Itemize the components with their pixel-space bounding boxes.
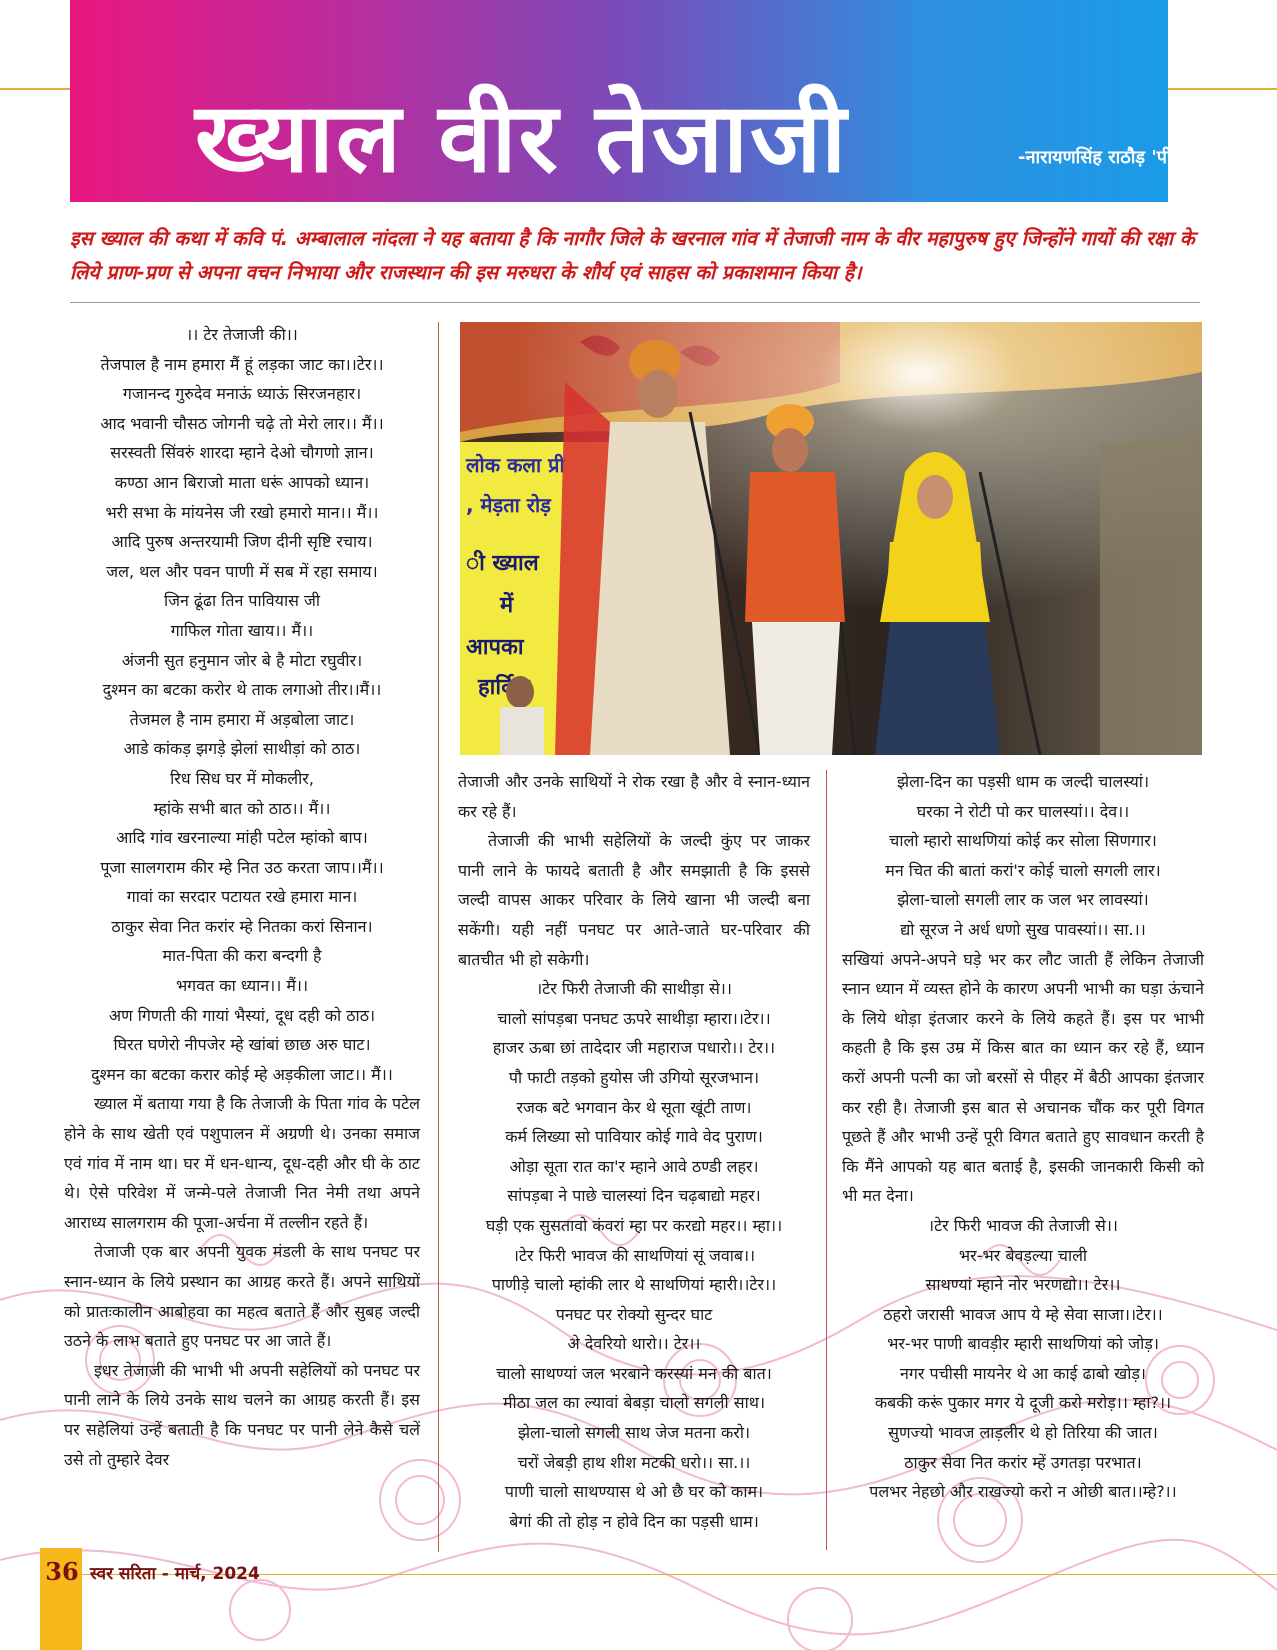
verse-line: आडे कांकड़ झगड़े झेलां साथीड़ां को ठाठ। [123,739,361,759]
verse-line: ठाकुर सेवा नित करांर म्हें उगतड़ा परभात। [904,1452,1142,1472]
verse-line: चालो साथण्यां जल भरबाने करस्यां मन की बात। [496,1363,772,1383]
verse-line: अण गिणती की गायां भैस्यां, दूध दही को ठाठ। [108,1005,376,1025]
prose-paragraph: ख्याल में बताया गया है कि तेजाजी के पिता गांव के पटेल होने के साथ खेती एवं पशुपालन में अग्रणी थे। उनका समाज एवं गांव में नाम था। घर में धन-धान्य, दूध-दही और घी के ठाट थे। ऐसे परिवेश में जन्मे-पले तेजाजी नित नेमी तथा अपने आराध्य सालगराम की पूजा-अर्चना में तल्लीन रहते हैं। [64,1094,420,1232]
verse-line: पौ फाटी तड़को हुयोस जी उगियो सूरजभान। [508,1067,760,1087]
verse-line: द्यो सूरज ने अर्ध धणो सुख पावस्यां।। सा.।। [900,919,1146,939]
column-divider-2 [826,770,827,1550]
verse-line: रिध सिध घर में मोकलीर, [170,768,314,788]
prose-paragraph: तेजाजी और उनके साथियों ने रोक रखा है और वे स्नान-ध्यान कर रहे हैं। [458,772,810,821]
verse-line: पनघट पर रोक्यो सुन्दर घाट [555,1304,713,1324]
verse-line: चरों जेबड़ी हाथ शीश मटकी धरो।। सा.।। [517,1452,751,1472]
header-gold-rule-left [0,88,70,90]
verse-line: कण्ठा आन बिराजो माता धरूं आपको ध्यान। [114,472,370,492]
verse-line: ओड़ा सूता रात का'र म्हाने आवे ठण्डी लहर। [509,1156,759,1176]
text-column-1 [64,320,420,1560]
verse-line: ।टेर फिरी भावज की साथणियां सूं जवाब।। [512,1245,756,1265]
verse-line: नगर पचीसी मायनेर थे आ काई ढाबो खोड़। [900,1363,1146,1383]
verse-line: दुश्मन का बटका करार कोई म्हे अड़कीला जाट।। मैं।। [91,1064,393,1084]
verse-line: घड़ी एक सुसतावो कंवरां म्हा पर करद्यो महर।। म्हा।। [485,1215,783,1235]
verse-line: भर-भर बेवड़ल्या चाली [958,1245,1088,1265]
verse-line: झेला-दिन का पड़सी धाम क जल्दी चालस्यां। [896,772,1150,791]
verse-line: आदि गांव खरनाल्या मांही पटेल म्हांको बाप। [116,828,368,848]
verse-line: अे देवरियो थारो।। टेर।। [567,1334,701,1354]
page-number: 36 [45,1557,79,1586]
verse-line: चालो सांपड़बा पनघट ऊपरे साथीड़ा म्हारा।।टेर।। [497,1008,771,1028]
verse-line: जिन ढूंढा तिन पावियास जी [163,591,321,611]
intro-divider [70,302,1200,303]
verse-line: घिरत घणेरो नीपजेर म्हे खांबां छाछ अरु घाट। [113,1035,371,1055]
verse-line: आद भवानी चौसठ जोगनी चढ़े तो मेरो लार।। मैं।। [100,413,384,433]
verse-line: गाफिल गोता खाय।। मैं।। [170,620,314,640]
verse-line: मीठा जल का ल्यावां बेबड़ा चालो सगली साथ। [502,1393,766,1413]
verse-line: कर्म लिख्या सो पावियार कोई गावे वेद पुराण। [505,1127,763,1147]
header-gold-rule-right [1168,88,1277,90]
verse-line: गजानन्द गुरुदेव मनाऊं ध्याऊं सिरजनहार। [122,384,362,404]
text-column-2 [458,767,810,1547]
verse-line: पलभर नेहछो और राखज्यो करो न ओछी बात।।म्हे?।। [869,1482,1177,1502]
verse-line: पाणीड़े चालो म्हांकी लार थे साथणियां म्हारी।।टेर।। [491,1275,777,1295]
verse-line: ।टेर फिरी तेजाजी की साथीड़ा से।। [536,979,732,999]
verse-line: बेगां की तो होड़ न होवे दिन का पड़सी धाम। [509,1511,759,1531]
article-title: ख्याल वीर तेजाजी [195,82,849,194]
verse-line: म्हांके सभी बात को ठाठ।। मैं।। [153,798,331,818]
verse-line: मात-पिता की करा बन्दगी है [162,946,322,966]
verse-line: दुश्मन का बटका करोर थे ताक लगाओ तीर।।मैं।। [102,680,382,700]
verse-line: तेजमल है नाम हमारा में अड़बोला जाट। [129,709,355,729]
magazine-issue: स्वर सरिता - मार्च, 2024 [90,1564,260,1584]
verse-line: झेला-चालो सगली लार क जल भर लावस्यां। [897,890,1149,910]
verse-line: आदि पुरुष अन्तरयामी जिण दीनी सृष्टि रचाय। [111,532,373,552]
verse-line: जल, थल और पवन पाणी में सब में रहा समाय। [106,561,378,581]
verse-line: सरस्वती सिंवरुं शारदा म्हाने देओ चौगणो ज्ञान। [110,443,374,463]
verse-line: ठाकुर सेवा नित करांर म्हे नितका करां सिनान। [111,916,373,936]
prose-paragraph: तेजाजी की भाभी सहेलियों के जल्दी कुंए पर जाकर पानी लाने के फायदे बताती है और समझाती है कि इससे जल्दी वापस आकर परिवार के लिये खाना भी जल्दी बना सकेंगी। यही नहीं पनघट पर आते-जाते घर-परिवार की बातचीत भी हो सकेगी। [458,831,810,969]
verse-line: अंजनी सुत हनुमान जोर बे है मोटा रघुवीर। [121,650,363,670]
verse-line: गावां का सरदार पटायत रखे हमारा मान। [126,887,358,907]
verse-line: पूजा सालगराम कीर म्हे नित उठ करता जाप।।मैं।। [100,857,384,877]
verse-line: भरी सभा के मांयनेस जी रखो हमारो मान।। मैं।। [105,502,379,522]
verse-line: भगवत का ध्यान।। मैं।। [175,976,309,996]
verse-line: झेला-चालो सगली साथ जेज मतना करो। [517,1423,751,1443]
verse-line: ।। टेर तेजाजी की।। [186,325,298,344]
verse-line: घरका ने रोटी पो कर घालस्यां।। देव।। [916,801,1130,821]
verse-line: ।टेर फिरी भावज की तेजाजी से।। [928,1215,1118,1235]
title-banner [70,0,1203,202]
verse-line: भर-भर पाणी बावड़ीर म्हारी साथणियां को जोड़। [887,1334,1159,1354]
verse-line: तेजपाल है नाम हमारा मैं हूं लड़का जाट का।।टेर।। [100,354,384,374]
verse-line: सुणज्यो भावज लाड़लीर थे हो तिरिया की जात। [888,1423,1158,1443]
column-divider-1 [438,322,439,1552]
prose-paragraph: तेजाजी एक बार अपनी युवक मंडली के साथ पनघट पर स्नान-ध्यान के लिये प्रस्थान का आग्रह करते हैं। अपने साथियों को प्रातःकालीन आबोहवा का महत्व बताते हैं और सुबह जल्दी उठने के लाभ बताते हुए पनघट पर आ जाते हैं। [64,1242,420,1351]
verse-line: रजक बटे भगवान केर थे सूता खूंटी ताण। [516,1097,752,1117]
verse-line: मन चित की बातां करां'र कोई चालो सगली लार। [885,860,1161,880]
verse-line: चालो म्हारो साथणियां कोई कर सोला सिणगार। [889,831,1157,851]
verse-line: साथण्यां म्हाने नोर भरणद्यो।। टेर।। [925,1275,1121,1295]
stage-performance-photo [460,322,1202,755]
article-author: -नारायणसिंह राठौड़ 'पीथळ' [1018,147,1203,168]
text-column-3 [842,767,1204,1547]
verse-line: हाजर ऊबा छां तादेदार जी महाराज पधारो।। टेर।। [492,1038,776,1058]
verse-line: सांपड़बा ने पाछे चालस्यां दिन चढ़बाद्यो महर। [507,1186,761,1206]
verse-line: पाणी चालो साथण्यास थे ओ छै घर को काम। [504,1482,764,1502]
verse-line: कबकी करूं पुकार मगर ये दूजी करो मरोड़।। म्हा?।। [874,1393,1172,1413]
verse-line: ठहरो जरासी भावज आप ये म्हे सेवा साजा।।टेर।। [883,1304,1163,1324]
prose-paragraph: सखियां अपने-अपने घड़े भर कर लौट जाती हैं लेकिन तेजाजी स्नान ध्यान में व्यस्त होने के कारण अपनी भाभी का घड़ा ऊंचाने के लिये थोड़ा इंतजार करने के लिये कहते हैं। इस पर भाभी कहती है कि इस उम्र में किस बात का ध्यान कर रहे हैं, ध्यान करों अपनी पत्नी का जो बरसों से पीहर में बैठी आपका इंतजार कर रही है। तेजाजी इस बात से अचानक चौंक कर पूरी विगत पूछते हैं और भाभी उन्हें पूरी विगत बताते हुए सावधान करती है कि मैंने आपको यह बात बताई है, इसकी जानकारी किसी को भी मत देना। [842,949,1205,1206]
article-intro: इस ख्याल की कथा में कवि पं. अम्बालाल नांदला ने यह बताया है कि नागौर जिले के खरनाल गांव में तेजाजी नाम के वीर महापुरुष हुए जिन्होंने गायों की रक्षा के लिये प्राण-प्रण से अपना वचन निभाया और राजस्थान की इस मरुधरा के शौर्य एवं साहस को प्रकाशमान किया है। [70,227,1195,284]
prose-paragraph: इधर तेजाजी की भाभी भी अपनी सहेलियों को पनघट पर पानी लाने के लिये उनके साथ चलने का आग्रह करती हैं। इस पर सहेलियां उन्हें बताती है कि पनघट पर पानी लेने कैसे चलें उसे तो तुम्हारे देवर [64,1360,420,1469]
